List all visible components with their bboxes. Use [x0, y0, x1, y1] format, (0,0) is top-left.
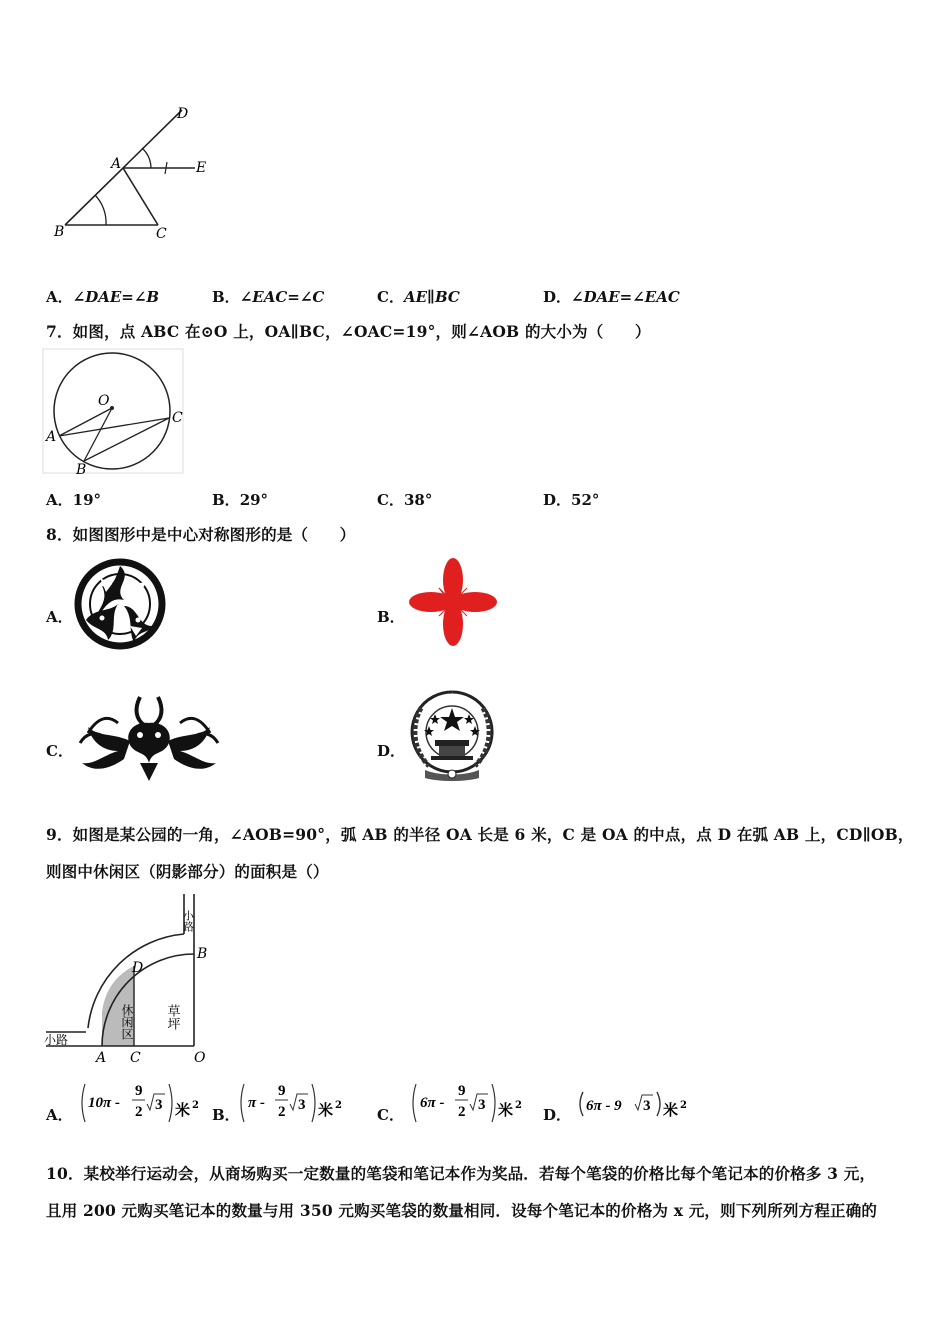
q9-label-a: A [96, 1050, 107, 1066]
q7-figure [42, 348, 187, 478]
expr-unit: 米 [663, 1101, 679, 1119]
option-letter: B． [377, 608, 405, 626]
expr-prefix: 6π - [419, 1095, 445, 1111]
expr-prefix: 6π - 9 [586, 1098, 622, 1114]
expr-exponent: 2 [514, 1100, 522, 1111]
q9-option-c[interactable] [377, 1080, 540, 1126]
option-letter: C． [377, 288, 404, 306]
option-letter: D． [543, 1105, 572, 1124]
q9-option-d-expression [575, 1080, 705, 1126]
q9-option-c-expression [410, 1080, 540, 1126]
expr-denominator: 2 [457, 1104, 466, 1120]
q9-stem-line1: 9．如图是某公园的一角，∠AOB=90°，弧 AB 的半径 OA 长是 6 米，C 是 OA 的中点，点 D 在弧 AB 上，CD∥OB， [46, 825, 914, 844]
expr-denominator: 2 [277, 1104, 286, 1120]
expr-radicand: 3 [643, 1098, 651, 1114]
option-text: 19° [72, 491, 102, 509]
q9-option-d[interactable] [543, 1080, 705, 1126]
q7-label-c: C [172, 410, 183, 426]
expr-radicand: 3 [477, 1097, 486, 1113]
option-text: ∠EAC=∠C [239, 288, 325, 306]
expr-numerator: 9 [134, 1083, 143, 1099]
q7-option-a[interactable] [46, 489, 101, 510]
q6-option-a[interactable] [46, 286, 159, 307]
q6-option-d[interactable] [543, 286, 680, 307]
expr-unit: 米 [317, 1101, 333, 1119]
q9-figure [40, 888, 230, 1066]
q7-stem: 7．如图，点 ABC 在⊙O 上，OA∥BC，∠OAC=19°，则∠AOB 的大小为（ ） [46, 322, 651, 341]
q9-label-road-left: 小路 [44, 1033, 69, 1047]
option-letter: A． [46, 288, 73, 306]
q7-option-d[interactable] [543, 489, 599, 510]
q6-label-b: B [54, 224, 65, 240]
q7-option-b[interactable] [212, 489, 268, 510]
national-emblem-icon [405, 686, 499, 786]
option-text: 52° [571, 491, 600, 509]
q9-option-b[interactable] [212, 1080, 358, 1126]
q9-label-b: B [197, 946, 208, 962]
q6-label-a: A [111, 156, 122, 172]
q9-stem-line2: 则图中休闲区（阴影部分）的面积是（） [46, 862, 329, 881]
q8-option-d[interactable] [377, 740, 405, 761]
q9-option-b-expression [238, 1080, 358, 1126]
option-letter: A． [46, 1105, 73, 1124]
option-letter: C． [377, 491, 404, 509]
q9-option-a-expression [79, 1080, 209, 1126]
option-letter: D． [377, 742, 406, 760]
expr-numerator: 9 [277, 1083, 286, 1099]
q6-option-b[interactable] [212, 286, 324, 307]
expr-exponent: 2 [334, 1100, 342, 1111]
q8-stem: 8．如图图形中是中心对称图形的是（ ） [46, 525, 356, 544]
option-letter: C． [377, 1105, 404, 1124]
q10-stem-line1: 10．某校举行运动会，从商场购买一定数量的笔袋和笔记本作为奖品．若每个笔袋的价格比每个笔记本的价格多 3 元， [46, 1164, 876, 1183]
expr-unit: 米 [174, 1101, 190, 1119]
q7-option-c[interactable] [377, 489, 432, 510]
q9-label-c: C [130, 1050, 141, 1066]
option-letter: D． [543, 288, 572, 306]
q7-label-o: O [98, 393, 110, 409]
option-letter: A． [46, 491, 73, 509]
q7-label-a: A [46, 429, 57, 445]
expr-radicand: 3 [154, 1097, 163, 1113]
twin-bird-pattern-icon [74, 693, 224, 785]
q9-label-lawn: 草坪 [164, 1004, 180, 1030]
option-letter: C． [46, 742, 73, 760]
expr-exponent: 2 [191, 1100, 199, 1111]
q6-label-e: E [196, 160, 207, 176]
q6-option-c[interactable] [377, 286, 460, 307]
expr-denominator: 2 [134, 1104, 143, 1120]
option-letter: B． [212, 1105, 240, 1124]
option-text: 38° [403, 491, 433, 509]
q6-label-c: C [156, 226, 167, 242]
q8-option-b[interactable] [377, 606, 405, 627]
option-letter: B． [212, 491, 240, 509]
expr-prefix: 10π - [87, 1095, 120, 1111]
expr-radicand: 3 [297, 1097, 306, 1113]
q10-stem-line2: 且用 200 元购买笔记本的数量与用 350 元购买笔袋的数量相同．设每个笔记本的价格为 x 元，则下列所列方程正确的 [46, 1201, 878, 1220]
q9-label-d: D [132, 960, 144, 976]
q6-label-d: D [177, 106, 189, 122]
q8-option-a[interactable] [46, 606, 73, 627]
triple-dragon-emblem-icon [72, 556, 170, 652]
option-text: 29° [239, 491, 269, 509]
q9-label-road-top: 小路 [181, 910, 195, 932]
option-letter: A． [46, 608, 73, 626]
four-petal-flower-icon [404, 553, 502, 651]
option-letter: D． [543, 491, 572, 509]
option-text: AE∥BC [403, 288, 460, 306]
expr-exponent: 2 [680, 1100, 687, 1111]
q9-label-rest-area: 休闲区 [120, 1004, 134, 1040]
q8-option-c[interactable] [46, 740, 73, 761]
q9-option-a[interactable] [46, 1080, 209, 1126]
expr-numerator: 9 [457, 1083, 466, 1099]
expr-prefix: π - [247, 1095, 265, 1111]
option-text: ∠DAE=∠B [72, 288, 160, 306]
expr-unit: 米 [497, 1101, 513, 1119]
q7-label-b: B [76, 462, 87, 478]
option-text: ∠DAE=∠EAC [571, 288, 680, 306]
q9-label-o: O [194, 1050, 206, 1066]
option-letter: B． [212, 288, 240, 306]
q6-figure [40, 100, 220, 245]
